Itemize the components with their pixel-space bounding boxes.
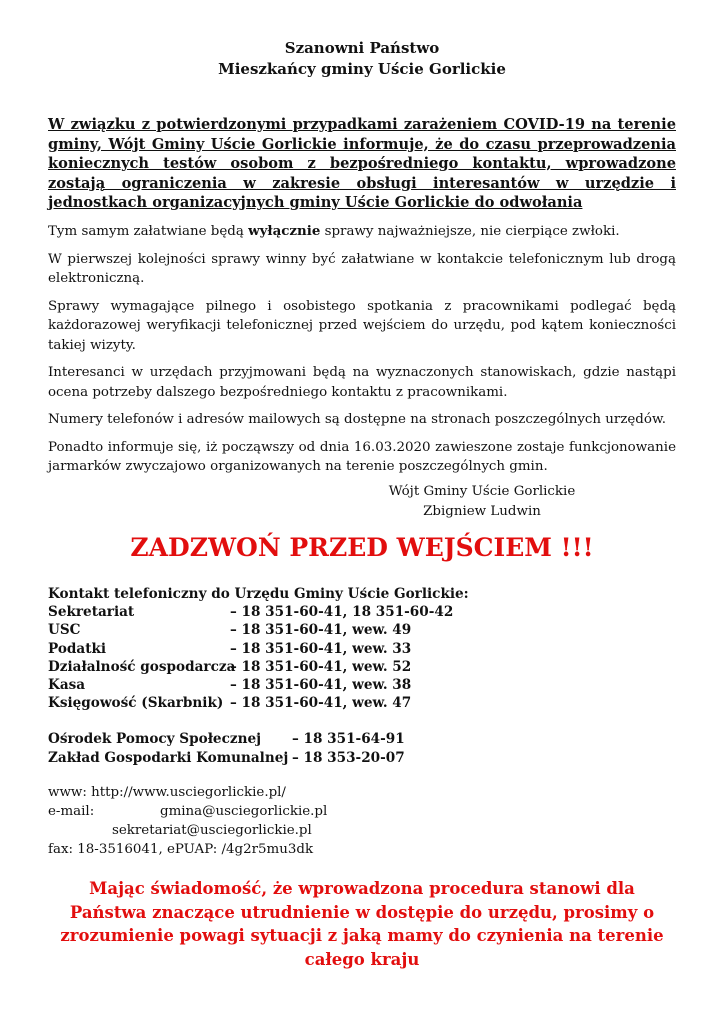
paragraph-5: Numery telefonów i adresów mailowych są dostępne na stronach poszczególnych urzędów.: [48, 412, 667, 427]
paragraph-6: Ponadto informuje się, iż począwszy od dnia 16.03.2020 zawieszone zostaje funkcjonowanie jarmarków zwyczajowo organizowanych na terenie poszczególnych gmin.: [48, 439, 676, 474]
fax-epuap-line: fax: 18-3516041, ePUAP: /4g2r5mu3dk: [48, 842, 314, 857]
other-contact-row: Zakład Gospodarki Komunalnej – 18 353-20-07: [48, 749, 405, 766]
greeting-heading: [0, 38, 724, 80]
contact-row: USC – 18 351-60-41, wew. 49: [48, 622, 412, 639]
phone-number: – 18 351-64-91: [292, 731, 405, 748]
phone-number: – 18 351-60-41, 18 351-60-42: [230, 604, 454, 621]
email-line: [48, 802, 676, 821]
paragraph-3: Sprawy wymagające pilnego i osobistego spotkania z pracownikami podlegać będą każdorazowej weryfikacji telefonicznej przed wejściem do urzędu, pod kątem konieczności takiej wizyty.: [48, 298, 676, 353]
call-before-entering-banner: ZADZWOŃ PRZED WEJŚCIEM !!!: [130, 533, 594, 562]
phone-number: – 18 351-60-41, wew. 47: [230, 695, 412, 712]
online-contact: [48, 783, 676, 859]
signature-name: Zbigniew Ludwin: [423, 503, 541, 519]
email-sekretariat[interactable]: sekretariat@usciegorlickie.pl: [112, 823, 312, 838]
body-paragraphs: [48, 222, 676, 485]
phone-number: – 18 351-60-41, wew. 49: [230, 622, 412, 639]
covid-notice: W związku z potwierdzonymi przypadkami zarażeniem COVID-19 na terenie gminy, Wójt Gminy Uście Gorlickie informuje, że do czasu przeprowadzenia koniecznych testów osobom z bezpośredniego kontaktu, wprowadzone zostają ograniczenia w zakresie obsługi interesantów w urzędzie i jednostkach organizacyjnych gminy Uście Gorlickie do odwołania: [48, 116, 676, 211]
closing-appeal: Mając świadomość, że wprowadzona procedura stanowi dla Państwa znaczące utrudnienie w dostępie do urzędu, prosimy o zrozumienie powagi sytuacji z jaką mamy do czynienia na terenie całego kraju: [60, 879, 664, 969]
greeting-line-2: Mieszkańcy gminy Uście Gorlickie: [218, 60, 506, 78]
phone-number: – 18 353-20-07: [292, 749, 405, 766]
contact-list: [48, 585, 676, 767]
contact-row: Sekretariat – 18 351-60-41, 18 351-60-42: [48, 604, 454, 621]
website-line[interactable]: www: http://www.usciegorlickie.pl/: [48, 785, 286, 800]
contact-header: Kontakt telefoniczny do Urzędu Gminy Uście Gorlickie:: [48, 586, 469, 602]
phone-number: – 18 351-60-41, wew. 33: [230, 640, 412, 657]
signature-title: Wójt Gminy Uście Gorlickie: [388, 484, 576, 499]
signature-block: [366, 482, 598, 521]
contact-row: Podatki – 18 351-60-41, wew. 33: [48, 640, 412, 657]
email-gmina[interactable]: gmina@usciegorlickie.pl: [160, 804, 328, 819]
greeting-line-1: Szanowni Państwo: [284, 39, 440, 57]
contact-row: Księgowość (Skarbnik) – 18 351-60-41, wew. 47: [48, 695, 412, 712]
email-line-2: [48, 821, 676, 840]
paragraph-2: W pierwszej kolejności sprawy winny być załatwiane w kontakcie telefonicznym lub drogą elektroniczną.: [48, 251, 676, 286]
phone-number: – 18 351-60-41, wew. 52: [230, 658, 412, 675]
email-label: e-mail:: [48, 804, 95, 819]
paragraph-4: Interesanci w urzędach przyjmowani będą na wyznaczonych stanowiskach, gdzie nastąpi ocena potrzeby dalszego bezpośredniego kontaktu z pracownikami.: [48, 365, 676, 400]
contact-row: Kasa – 18 351-60-41, wew. 38: [48, 677, 412, 694]
paragraph-1: Tym samym załatwiane będą wyłącznie sprawy najważniejsze, nie cierpiące zwłoki.: [48, 223, 620, 239]
phone-number: – 18 351-60-41, wew. 38: [230, 677, 412, 694]
contact-row: Działalność gospodarcza– 18 351-60-41, wew. 52: [48, 658, 412, 675]
emphasis-word: wyłącznie: [248, 223, 321, 239]
other-contact-row: Ośrodek Pomocy Społecznej – 18 351-64-91: [48, 731, 405, 748]
